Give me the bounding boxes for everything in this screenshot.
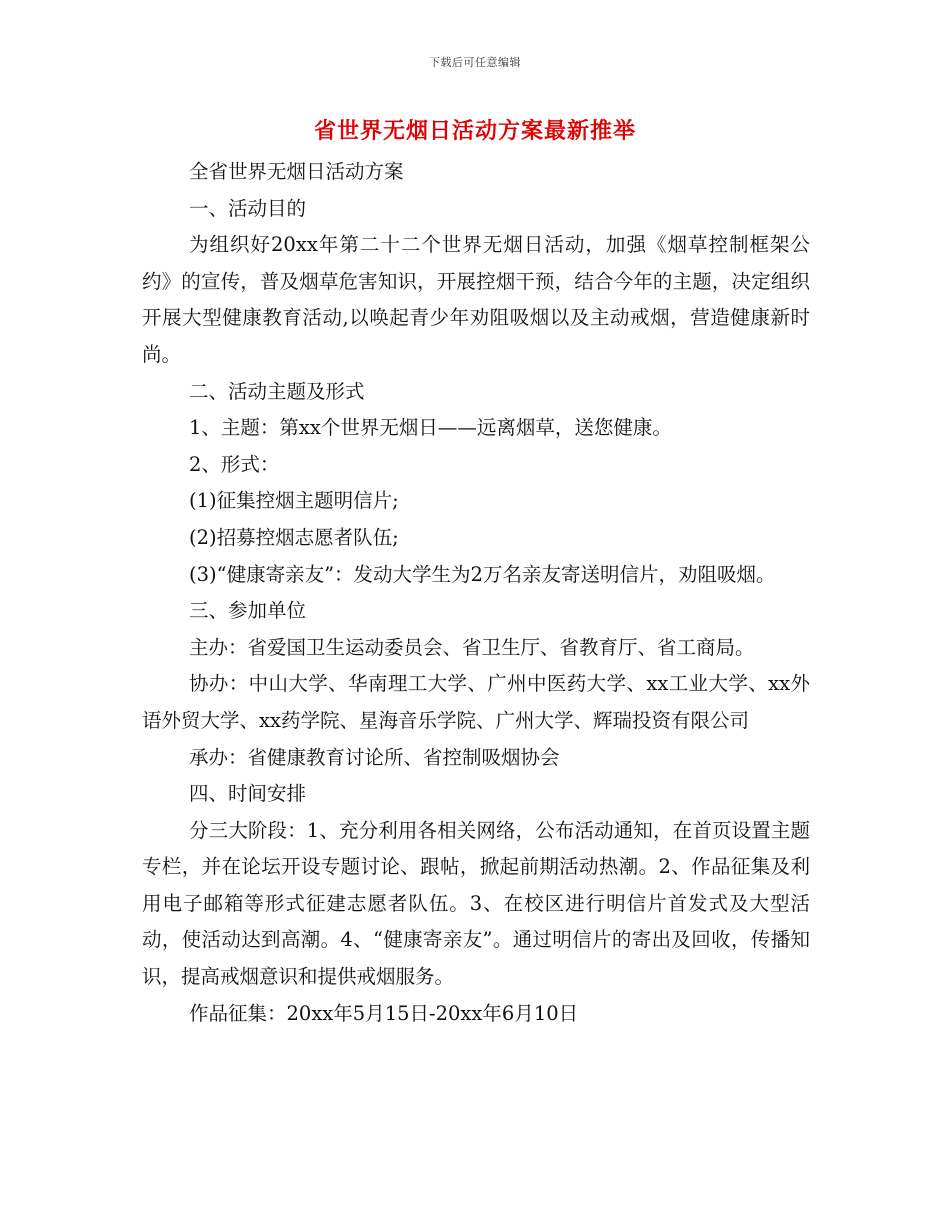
paragraph-collection-dates: 作品征集：20xx年5月15日-20xx年6月10日 <box>189 1001 579 1025</box>
header-note: 下载后可任意编辑 <box>429 56 521 69</box>
section-heading-theme-format: 二、活动主题及形式 <box>189 379 365 403</box>
paragraph-undertaker: 承办：省健康教育讨论所、省控制吸烟协会 <box>189 745 560 769</box>
section-heading-purpose: 一、活动目的 <box>189 196 307 220</box>
paragraph-theme: 1、主题：第xx个世界无烟日——远离烟草，送您健康。 <box>189 416 672 440</box>
paragraph-purpose: 为组织好20xx年第二十二个世界无烟日活动，加强《烟草控制框架公约》的宣传，普及烟草危害知识，开展控烟干预，结合今年的主题，决定组织开展大型健康教育活动,以唤起青少年劝阻吸烟以及主动戒烟，营造健康新时尚。 <box>142 233 810 366</box>
paragraph-stages: 分三大阶段：1、充分利用各相关网络，公布活动通知，在首页设置主题专栏，并在论坛开设专题讨论、跟帖，掀起前期活动热潮。2、作品征集及利用电子邮箱等形式征建志愿者队伍。3、在校区进行明信片首发式及大型活动，使活动达到高潮。4、“健康寄亲友”。通过明信片的寄出及回收，传播知识，提高戒烟意识和提供戒烟服务。 <box>142 818 810 989</box>
document-title: 省世界无烟日活动方案最新推举 <box>313 118 636 144</box>
list-item-format-1: (1)征集控烟主题明信片; <box>189 489 399 513</box>
document-body <box>142 154 810 1032</box>
section-heading-schedule: 四、时间安排 <box>189 782 307 806</box>
list-item-format-2: (2)招募控烟志愿者队伍; <box>189 525 399 549</box>
paragraph-organizer: 主办：省爱国卫生运动委员会、省卫生厅、省教育厅、省工商局。 <box>189 635 755 659</box>
paragraph-co-organizer: 协办：中山大学、华南理工大学、广州中医药大学、xx工业大学、xx外语外贸大学、xx药学院、星海音乐学院、广州大学、辉瑞投资有限公司 <box>142 672 810 732</box>
paragraph-subtitle: 全省世界无烟日活动方案 <box>189 160 404 183</box>
paragraph-format-label: 2、形式： <box>189 452 280 476</box>
list-item-format-3: (3)“健康寄亲友”：发动大学生为2万名亲友寄送明信片，劝阻吸烟。 <box>189 562 776 586</box>
section-heading-participants: 三、参加单位 <box>189 599 307 623</box>
